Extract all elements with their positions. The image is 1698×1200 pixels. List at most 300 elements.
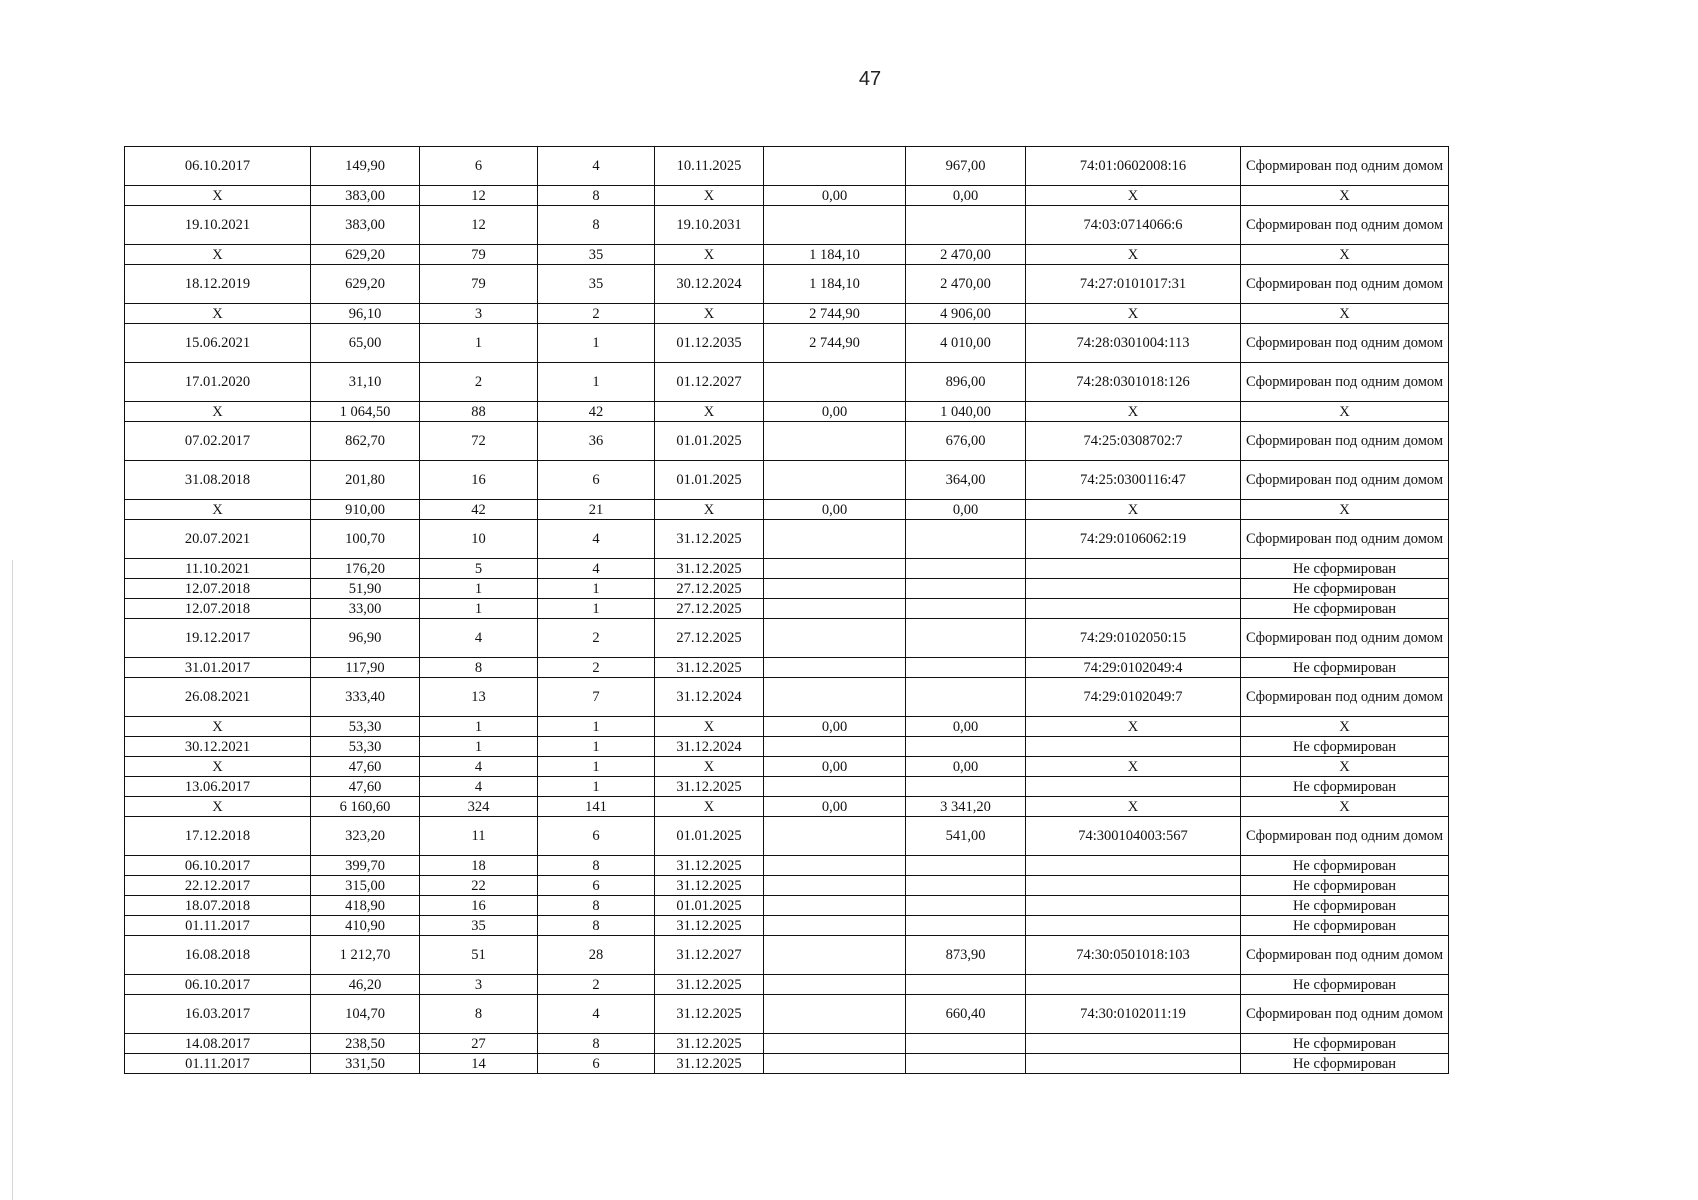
cell-apartments: 4 bbox=[420, 619, 538, 658]
table-row bbox=[125, 876, 1449, 896]
cell-cadastral-number: X bbox=[1026, 186, 1241, 206]
cell-apartments: 4 bbox=[420, 777, 538, 797]
cell-apartments: 16 bbox=[420, 461, 538, 500]
cell-end-date: 31.12.2025 bbox=[655, 658, 764, 678]
cell-value-b: 4 906,00 bbox=[906, 304, 1026, 324]
cell-formation-status: Сформирован под одним домом bbox=[1241, 206, 1449, 245]
registry-table bbox=[124, 146, 1449, 1074]
cell-floors: 8 bbox=[538, 896, 655, 916]
cell-value-b: 967,00 bbox=[906, 147, 1026, 186]
cell-cadastral-number: 74:30:0501018:103 bbox=[1026, 936, 1241, 975]
cell-formation-status: Не сформирован bbox=[1241, 1054, 1449, 1074]
cell-apartments: 51 bbox=[420, 936, 538, 975]
table-row bbox=[125, 737, 1449, 757]
cell-end-date: 27.12.2025 bbox=[655, 579, 764, 599]
page-number: 47 bbox=[858, 68, 882, 90]
cell-value-b bbox=[906, 619, 1026, 658]
cell-area: 65,00 bbox=[311, 324, 420, 363]
cell-apartments: 1 bbox=[420, 737, 538, 757]
cell-value-a bbox=[764, 206, 906, 245]
registry-table-body bbox=[125, 147, 1449, 1074]
cell-apartments: 72 bbox=[420, 422, 538, 461]
cell-cadastral-number bbox=[1026, 1054, 1241, 1074]
cell-apartments: 79 bbox=[420, 265, 538, 304]
cell-contract-date: 12.07.2018 bbox=[125, 599, 311, 619]
table-row bbox=[125, 500, 1449, 520]
cell-value-a bbox=[764, 1034, 906, 1054]
cell-end-date: X bbox=[655, 245, 764, 265]
cell-value-a: 1 184,10 bbox=[764, 245, 906, 265]
cell-area: 117,90 bbox=[311, 658, 420, 678]
cell-contract-date: 07.02.2017 bbox=[125, 422, 311, 461]
cell-contract-date: X bbox=[125, 245, 311, 265]
table-row bbox=[125, 304, 1449, 324]
cell-end-date: X bbox=[655, 304, 764, 324]
cell-value-a bbox=[764, 995, 906, 1034]
table-row bbox=[125, 916, 1449, 936]
cell-value-b bbox=[906, 599, 1026, 619]
cell-end-date: 31.12.2025 bbox=[655, 1034, 764, 1054]
table-row bbox=[125, 797, 1449, 817]
cell-end-date: X bbox=[655, 717, 764, 737]
cell-formation-status: X bbox=[1241, 186, 1449, 206]
cell-value-a: 0,00 bbox=[764, 717, 906, 737]
cell-end-date: 31.12.2025 bbox=[655, 975, 764, 995]
cell-floors: 1 bbox=[538, 579, 655, 599]
cell-area: 383,00 bbox=[311, 186, 420, 206]
cell-formation-status: X bbox=[1241, 797, 1449, 817]
cell-contract-date: 06.10.2017 bbox=[125, 975, 311, 995]
cell-apartments: 4 bbox=[420, 757, 538, 777]
cell-contract-date: 15.06.2021 bbox=[125, 324, 311, 363]
cell-cadastral-number: X bbox=[1026, 245, 1241, 265]
cell-area: 333,40 bbox=[311, 678, 420, 717]
cell-cadastral-number bbox=[1026, 916, 1241, 936]
cell-area: 410,90 bbox=[311, 916, 420, 936]
table-row bbox=[125, 936, 1449, 975]
cell-value-a bbox=[764, 856, 906, 876]
cell-cadastral-number bbox=[1026, 777, 1241, 797]
cell-cadastral-number bbox=[1026, 559, 1241, 579]
cell-area: 51,90 bbox=[311, 579, 420, 599]
table-row bbox=[125, 265, 1449, 304]
cell-value-b bbox=[906, 777, 1026, 797]
cell-value-b: 0,00 bbox=[906, 186, 1026, 206]
cell-contract-date: 18.12.2019 bbox=[125, 265, 311, 304]
cell-area: 46,20 bbox=[311, 975, 420, 995]
cell-value-a: 1 184,10 bbox=[764, 265, 906, 304]
cell-apartments: 3 bbox=[420, 304, 538, 324]
cell-value-a bbox=[764, 916, 906, 936]
table-row bbox=[125, 777, 1449, 797]
cell-formation-status: Не сформирован bbox=[1241, 916, 1449, 936]
cell-end-date: 31.12.2025 bbox=[655, 995, 764, 1034]
cell-contract-date: 16.08.2018 bbox=[125, 936, 311, 975]
cell-apartments: 10 bbox=[420, 520, 538, 559]
cell-apartments: 3 bbox=[420, 975, 538, 995]
table-row bbox=[125, 658, 1449, 678]
cell-floors: 4 bbox=[538, 520, 655, 559]
cell-cadastral-number: 74:29:0102049:4 bbox=[1026, 658, 1241, 678]
cell-floors: 6 bbox=[538, 876, 655, 896]
cell-formation-status: Сформирован под одним домом bbox=[1241, 817, 1449, 856]
cell-area: 1 212,70 bbox=[311, 936, 420, 975]
table-row bbox=[125, 206, 1449, 245]
cell-floors: 1 bbox=[538, 777, 655, 797]
cell-end-date: 01.01.2025 bbox=[655, 817, 764, 856]
table-row bbox=[125, 995, 1449, 1034]
cell-value-a: 0,00 bbox=[764, 797, 906, 817]
cell-value-b: 873,90 bbox=[906, 936, 1026, 975]
table-row bbox=[125, 559, 1449, 579]
cell-contract-date: X bbox=[125, 402, 311, 422]
cell-end-date: 31.12.2025 bbox=[655, 520, 764, 559]
cell-formation-status: Не сформирован bbox=[1241, 559, 1449, 579]
cell-area: 383,00 bbox=[311, 206, 420, 245]
cell-area: 323,20 bbox=[311, 817, 420, 856]
cell-value-b bbox=[906, 1054, 1026, 1074]
cell-cadastral-number: 74:28:0301018:126 bbox=[1026, 363, 1241, 402]
cell-floors: 1 bbox=[538, 599, 655, 619]
cell-formation-status: X bbox=[1241, 402, 1449, 422]
table-row bbox=[125, 245, 1449, 265]
cell-area: 31,10 bbox=[311, 363, 420, 402]
cell-end-date: 19.10.2031 bbox=[655, 206, 764, 245]
cell-formation-status: Не сформирован bbox=[1241, 579, 1449, 599]
cell-cadastral-number: X bbox=[1026, 304, 1241, 324]
cell-end-date: 10.11.2025 bbox=[655, 147, 764, 186]
cell-floors: 2 bbox=[538, 304, 655, 324]
cell-end-date: 30.12.2024 bbox=[655, 265, 764, 304]
cell-end-date: 31.12.2024 bbox=[655, 737, 764, 757]
table-row bbox=[125, 520, 1449, 559]
cell-value-b: 4 010,00 bbox=[906, 324, 1026, 363]
cell-cadastral-number: 74:28:0301004:113 bbox=[1026, 324, 1241, 363]
cell-contract-date: 06.10.2017 bbox=[125, 147, 311, 186]
cell-floors: 42 bbox=[538, 402, 655, 422]
cell-area: 910,00 bbox=[311, 500, 420, 520]
cell-floors: 6 bbox=[538, 461, 655, 500]
cell-formation-status: X bbox=[1241, 717, 1449, 737]
cell-value-a bbox=[764, 1054, 906, 1074]
cell-contract-date: 01.11.2017 bbox=[125, 1054, 311, 1074]
table-row bbox=[125, 717, 1449, 737]
cell-floors: 1 bbox=[538, 737, 655, 757]
cell-cadastral-number: 74:29:0102050:15 bbox=[1026, 619, 1241, 658]
cell-cadastral-number bbox=[1026, 599, 1241, 619]
cell-floors: 35 bbox=[538, 265, 655, 304]
cell-floors: 8 bbox=[538, 916, 655, 936]
cell-value-a: 0,00 bbox=[764, 757, 906, 777]
cell-value-a: 2 744,90 bbox=[764, 304, 906, 324]
cell-value-a bbox=[764, 678, 906, 717]
cell-cadastral-number: 74:25:0300116:47 bbox=[1026, 461, 1241, 500]
cell-contract-date: 26.08.2021 bbox=[125, 678, 311, 717]
cell-value-b bbox=[906, 876, 1026, 896]
cell-value-b: 3 341,20 bbox=[906, 797, 1026, 817]
cell-area: 315,00 bbox=[311, 876, 420, 896]
cell-cadastral-number: 74:01:0602008:16 bbox=[1026, 147, 1241, 186]
cell-area: 201,80 bbox=[311, 461, 420, 500]
cell-apartments: 5 bbox=[420, 559, 538, 579]
cell-floors: 4 bbox=[538, 995, 655, 1034]
cell-value-a bbox=[764, 579, 906, 599]
cell-cadastral-number bbox=[1026, 896, 1241, 916]
table-row bbox=[125, 757, 1449, 777]
cell-value-a bbox=[764, 599, 906, 619]
table-row bbox=[125, 619, 1449, 658]
cell-value-a bbox=[764, 461, 906, 500]
cell-floors: 36 bbox=[538, 422, 655, 461]
cell-area: 96,90 bbox=[311, 619, 420, 658]
cell-formation-status: Сформирован под одним домом bbox=[1241, 678, 1449, 717]
cell-contract-date: X bbox=[125, 797, 311, 817]
cell-value-b bbox=[906, 559, 1026, 579]
table-row bbox=[125, 1034, 1449, 1054]
cell-formation-status: Не сформирован bbox=[1241, 876, 1449, 896]
cell-formation-status: Сформирован под одним домом bbox=[1241, 265, 1449, 304]
cell-floors: 35 bbox=[538, 245, 655, 265]
cell-end-date: 31.12.2025 bbox=[655, 916, 764, 936]
cell-area: 100,70 bbox=[311, 520, 420, 559]
cell-end-date: 01.01.2025 bbox=[655, 461, 764, 500]
cell-value-b bbox=[906, 896, 1026, 916]
cell-formation-status: Сформирован под одним домом bbox=[1241, 619, 1449, 658]
cell-cadastral-number: 74:30:0102011:19 bbox=[1026, 995, 1241, 1034]
cell-formation-status: X bbox=[1241, 304, 1449, 324]
cell-value-a bbox=[764, 975, 906, 995]
cell-apartments: 22 bbox=[420, 876, 538, 896]
cell-floors: 1 bbox=[538, 324, 655, 363]
cell-contract-date: 19.12.2017 bbox=[125, 619, 311, 658]
cell-formation-status: Не сформирован bbox=[1241, 777, 1449, 797]
cell-value-b bbox=[906, 520, 1026, 559]
cell-apartments: 1 bbox=[420, 717, 538, 737]
cell-end-date: 31.12.2027 bbox=[655, 936, 764, 975]
cell-area: 53,30 bbox=[311, 717, 420, 737]
cell-end-date: 31.12.2025 bbox=[655, 777, 764, 797]
cell-floors: 21 bbox=[538, 500, 655, 520]
table-row bbox=[125, 363, 1449, 402]
cell-end-date: 01.01.2025 bbox=[655, 422, 764, 461]
cell-formation-status: Сформирован под одним домом bbox=[1241, 461, 1449, 500]
cell-value-a bbox=[764, 422, 906, 461]
cell-value-b bbox=[906, 658, 1026, 678]
cell-end-date: 31.12.2025 bbox=[655, 876, 764, 896]
cell-contract-date: 14.08.2017 bbox=[125, 1034, 311, 1054]
cell-cadastral-number: 74:29:0106062:19 bbox=[1026, 520, 1241, 559]
cell-area: 33,00 bbox=[311, 599, 420, 619]
table-row bbox=[125, 422, 1449, 461]
cell-value-b bbox=[906, 678, 1026, 717]
cell-cadastral-number: X bbox=[1026, 717, 1241, 737]
cell-cadastral-number: 74:300104003:567 bbox=[1026, 817, 1241, 856]
cell-value-a bbox=[764, 559, 906, 579]
table-row bbox=[125, 896, 1449, 916]
cell-contract-date: X bbox=[125, 186, 311, 206]
cell-area: 6 160,60 bbox=[311, 797, 420, 817]
cell-contract-date: 20.07.2021 bbox=[125, 520, 311, 559]
cell-contract-date: 30.12.2021 bbox=[125, 737, 311, 757]
cell-end-date: 01.01.2025 bbox=[655, 896, 764, 916]
cell-value-b bbox=[906, 579, 1026, 599]
cell-value-b: 2 470,00 bbox=[906, 245, 1026, 265]
cell-value-b bbox=[906, 916, 1026, 936]
cell-formation-status: Сформирован под одним домом bbox=[1241, 147, 1449, 186]
cell-value-a bbox=[764, 737, 906, 757]
cell-formation-status: Сформирован под одним домом bbox=[1241, 422, 1449, 461]
cell-end-date: X bbox=[655, 402, 764, 422]
cell-area: 418,90 bbox=[311, 896, 420, 916]
cell-apartments: 8 bbox=[420, 995, 538, 1034]
cell-area: 176,20 bbox=[311, 559, 420, 579]
cell-apartments: 14 bbox=[420, 1054, 538, 1074]
cell-cadastral-number bbox=[1026, 876, 1241, 896]
cell-contract-date: 06.10.2017 bbox=[125, 856, 311, 876]
cell-area: 53,30 bbox=[311, 737, 420, 757]
cell-cadastral-number: X bbox=[1026, 500, 1241, 520]
cell-apartments: 12 bbox=[420, 206, 538, 245]
cell-value-a bbox=[764, 520, 906, 559]
cell-apartments: 11 bbox=[420, 817, 538, 856]
cell-contract-date: 19.10.2021 bbox=[125, 206, 311, 245]
cell-cadastral-number bbox=[1026, 975, 1241, 995]
cell-contract-date: 01.11.2017 bbox=[125, 916, 311, 936]
cell-value-b: 0,00 bbox=[906, 717, 1026, 737]
cell-area: 96,10 bbox=[311, 304, 420, 324]
cell-value-a bbox=[764, 147, 906, 186]
cell-cadastral-number bbox=[1026, 856, 1241, 876]
cell-contract-date: 12.07.2018 bbox=[125, 579, 311, 599]
cell-contract-date: 18.07.2018 bbox=[125, 896, 311, 916]
cell-end-date: 27.12.2025 bbox=[655, 619, 764, 658]
cell-value-b bbox=[906, 856, 1026, 876]
cell-floors: 4 bbox=[538, 147, 655, 186]
cell-end-date: 31.12.2025 bbox=[655, 1054, 764, 1074]
cell-area: 104,70 bbox=[311, 995, 420, 1034]
cell-floors: 8 bbox=[538, 206, 655, 245]
cell-apartments: 1 bbox=[420, 579, 538, 599]
cell-value-b bbox=[906, 975, 1026, 995]
cell-contract-date: 16.03.2017 bbox=[125, 995, 311, 1034]
cell-end-date: X bbox=[655, 186, 764, 206]
cell-value-b: 364,00 bbox=[906, 461, 1026, 500]
cell-floors: 2 bbox=[538, 658, 655, 678]
table-row bbox=[125, 461, 1449, 500]
cell-floors: 7 bbox=[538, 678, 655, 717]
cell-area: 331,50 bbox=[311, 1054, 420, 1074]
cell-contract-date: 22.12.2017 bbox=[125, 876, 311, 896]
cell-apartments: 12 bbox=[420, 186, 538, 206]
cell-cadastral-number: 74:27:0101017:31 bbox=[1026, 265, 1241, 304]
cell-formation-status: Не сформирован bbox=[1241, 737, 1449, 757]
cell-value-b: 0,00 bbox=[906, 500, 1026, 520]
cell-value-a: 0,00 bbox=[764, 186, 906, 206]
cell-apartments: 6 bbox=[420, 147, 538, 186]
cell-contract-date: X bbox=[125, 304, 311, 324]
cell-floors: 2 bbox=[538, 619, 655, 658]
cell-formation-status: Не сформирован bbox=[1241, 856, 1449, 876]
cell-end-date: X bbox=[655, 500, 764, 520]
table-row bbox=[125, 817, 1449, 856]
cell-formation-status: Сформирован под одним домом bbox=[1241, 995, 1449, 1034]
cell-cadastral-number bbox=[1026, 737, 1241, 757]
cell-cadastral-number: 74:29:0102049:7 bbox=[1026, 678, 1241, 717]
cell-apartments: 18 bbox=[420, 856, 538, 876]
cell-value-b: 0,00 bbox=[906, 757, 1026, 777]
cell-value-a bbox=[764, 936, 906, 975]
cell-cadastral-number: X bbox=[1026, 402, 1241, 422]
cell-apartments: 1 bbox=[420, 324, 538, 363]
table-row bbox=[125, 678, 1449, 717]
cell-formation-status: Сформирован под одним домом bbox=[1241, 936, 1449, 975]
cell-apartments: 88 bbox=[420, 402, 538, 422]
cell-apartments: 8 bbox=[420, 658, 538, 678]
cell-area: 629,20 bbox=[311, 245, 420, 265]
cell-floors: 2 bbox=[538, 975, 655, 995]
cell-value-b: 2 470,00 bbox=[906, 265, 1026, 304]
cell-end-date: X bbox=[655, 757, 764, 777]
cell-contract-date: X bbox=[125, 717, 311, 737]
cell-contract-date: 17.01.2020 bbox=[125, 363, 311, 402]
cell-area: 629,20 bbox=[311, 265, 420, 304]
cell-formation-status: Не сформирован bbox=[1241, 658, 1449, 678]
table-row bbox=[125, 599, 1449, 619]
cell-value-b: 660,40 bbox=[906, 995, 1026, 1034]
cell-contract-date: 11.10.2021 bbox=[125, 559, 311, 579]
cell-cadastral-number bbox=[1026, 579, 1241, 599]
cell-area: 238,50 bbox=[311, 1034, 420, 1054]
cell-value-b: 541,00 bbox=[906, 817, 1026, 856]
cell-contract-date: 31.01.2017 bbox=[125, 658, 311, 678]
cell-floors: 8 bbox=[538, 186, 655, 206]
cell-end-date: 31.12.2025 bbox=[655, 856, 764, 876]
cell-formation-status: Сформирован под одним домом bbox=[1241, 520, 1449, 559]
cell-apartments: 16 bbox=[420, 896, 538, 916]
cell-apartments: 13 bbox=[420, 678, 538, 717]
cell-formation-status: Не сформирован bbox=[1241, 896, 1449, 916]
cell-value-b bbox=[906, 737, 1026, 757]
cell-value-a bbox=[764, 363, 906, 402]
cell-apartments: 79 bbox=[420, 245, 538, 265]
cell-formation-status: X bbox=[1241, 500, 1449, 520]
table-row bbox=[125, 186, 1449, 206]
cell-cadastral-number: 74:25:0308702:7 bbox=[1026, 422, 1241, 461]
table-row bbox=[125, 324, 1449, 363]
cell-floors: 28 bbox=[538, 936, 655, 975]
cell-cadastral-number: 74:03:0714066:6 bbox=[1026, 206, 1241, 245]
cell-cadastral-number: X bbox=[1026, 797, 1241, 817]
cell-formation-status: Не сформирован bbox=[1241, 975, 1449, 995]
cell-cadastral-number: X bbox=[1026, 757, 1241, 777]
cell-value-a bbox=[764, 896, 906, 916]
cell-apartments: 324 bbox=[420, 797, 538, 817]
cell-contract-date: 31.08.2018 bbox=[125, 461, 311, 500]
cell-value-a bbox=[764, 619, 906, 658]
table-row bbox=[125, 402, 1449, 422]
cell-formation-status: X bbox=[1241, 757, 1449, 777]
cell-floors: 1 bbox=[538, 363, 655, 402]
table-row bbox=[125, 975, 1449, 995]
cell-value-a: 2 744,90 bbox=[764, 324, 906, 363]
cell-value-b bbox=[906, 206, 1026, 245]
cell-value-b: 676,00 bbox=[906, 422, 1026, 461]
cell-value-b: 896,00 bbox=[906, 363, 1026, 402]
cell-apartments: 2 bbox=[420, 363, 538, 402]
cell-value-b: 1 040,00 bbox=[906, 402, 1026, 422]
table-row bbox=[125, 1054, 1449, 1074]
cell-floors: 6 bbox=[538, 817, 655, 856]
